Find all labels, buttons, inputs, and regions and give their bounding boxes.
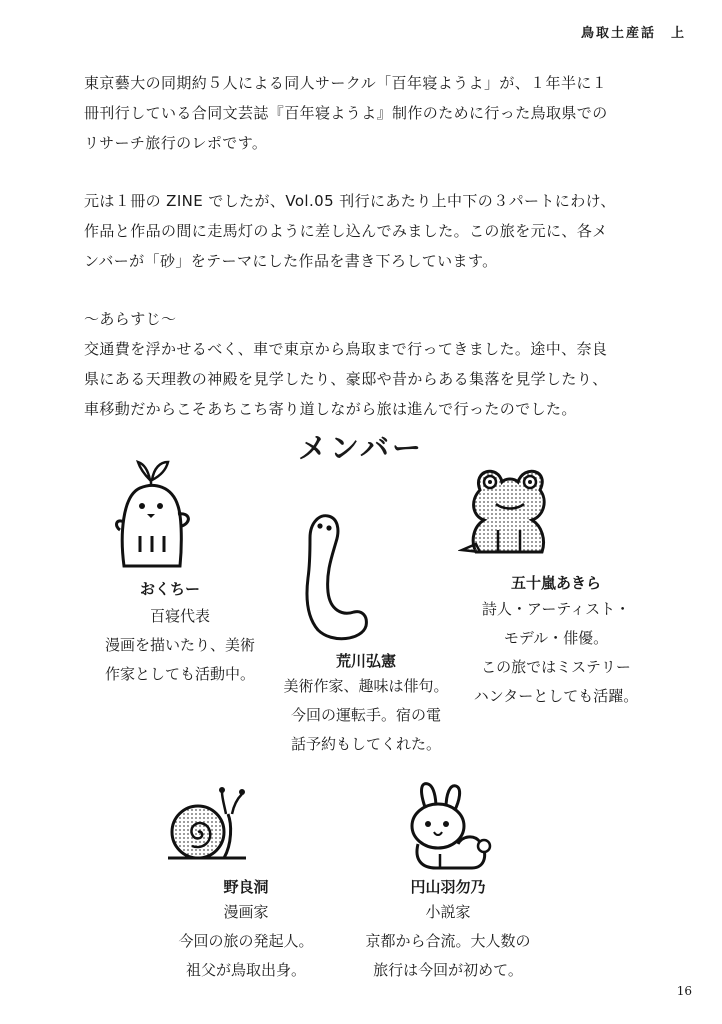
members-heading: メンバー [298, 431, 424, 465]
member-desc-line: 旅行は今回が初めて。 [373, 961, 523, 979]
member-desc-line: 京都から合流。大人数の [365, 932, 531, 950]
intro-line: 東京藝大の同期約５人による同人サークル「百年寝ようよ」が、１年半に１ [84, 74, 608, 92]
sprout-ghost-icon [110, 456, 196, 576]
intro-text [84, 68, 654, 452]
member-desc-line: 美術作家、趣味は俳句。 [283, 677, 449, 695]
member-desc-line: 今回の運転手。宿の電 [290, 706, 441, 724]
intro-line: 車移動だからこそあちこち寄り道しながら旅は進んで行ったのでした。 [84, 400, 577, 418]
member-desc-line: 漫画家 [223, 903, 269, 921]
intro-paragraph-3 [84, 304, 654, 424]
member-desc [266, 672, 466, 759]
member-desc-line: ハンターとしても活躍。 [473, 687, 639, 705]
intro-line: 交通費を浮かせるべく、車で東京から鳥取まで行ってきました。途中、奈良 [84, 340, 608, 358]
frog-icon [458, 460, 558, 560]
page-number: 16 [676, 984, 692, 998]
member-desc-line: 祖父が鳥取出身。 [185, 961, 306, 979]
member-desc [146, 898, 346, 985]
member-name: 野良洞 [223, 878, 269, 896]
synopsis-heading: 〜あらすじ〜 [84, 310, 177, 328]
member-name: 五十嵐あきら [510, 574, 601, 592]
intro-line: 作品と作品の間に走馬灯のように差し込んでみました。この旅を元に、各メ [84, 222, 608, 240]
member-name: おくちー [139, 580, 200, 598]
running-title: 鳥取土産話 上 [580, 26, 686, 41]
member-desc-line: モデル・俳優。 [503, 629, 609, 647]
intro-paragraph-1 [84, 68, 654, 158]
member-name: 円山羽勿乃 [410, 878, 486, 896]
member-desc-line: この旅ではミステリー [481, 658, 631, 676]
intro-line: 元は１冊の ZINE でしたが、Vol.05 刊行にあたり上中下の３パートにわけ、 [84, 192, 616, 210]
member-desc-line: 作家としても活動中。 [104, 665, 255, 683]
member-desc [80, 602, 280, 689]
snail-icon [162, 784, 254, 870]
intro-paragraph-2 [84, 186, 654, 276]
intro-line: 県にある天理教の神殿を見学したり、豪邸や昔からある集落を見学したり、 [84, 370, 608, 388]
member-desc-line: 百寝代表 [149, 607, 210, 625]
intro-line: 冊刊行している合同文芸誌『百年寝ようよ』制作のために行った鳥取県での [84, 104, 608, 122]
intro-line: リサーチ旅行のレポです。 [84, 134, 268, 152]
rabbit-icon [400, 780, 496, 872]
member-desc [456, 595, 656, 711]
intro-line: ンバーが「砂」をテーマにした作品を書き下ろしています。 [84, 252, 498, 270]
member-desc-line: 話予約もしてくれた。 [290, 735, 441, 753]
worm-icon [296, 508, 376, 646]
member-desc-line: 漫画を描いたり、美術 [104, 636, 255, 654]
member-desc-line: 今回の旅の発起人。 [178, 932, 314, 950]
member-desc-line: 小説家 [425, 903, 471, 921]
member-desc-line: 詩人・アーティスト・ [481, 600, 631, 618]
member-desc [348, 898, 548, 985]
member-name: 荒川弘憲 [335, 652, 396, 670]
